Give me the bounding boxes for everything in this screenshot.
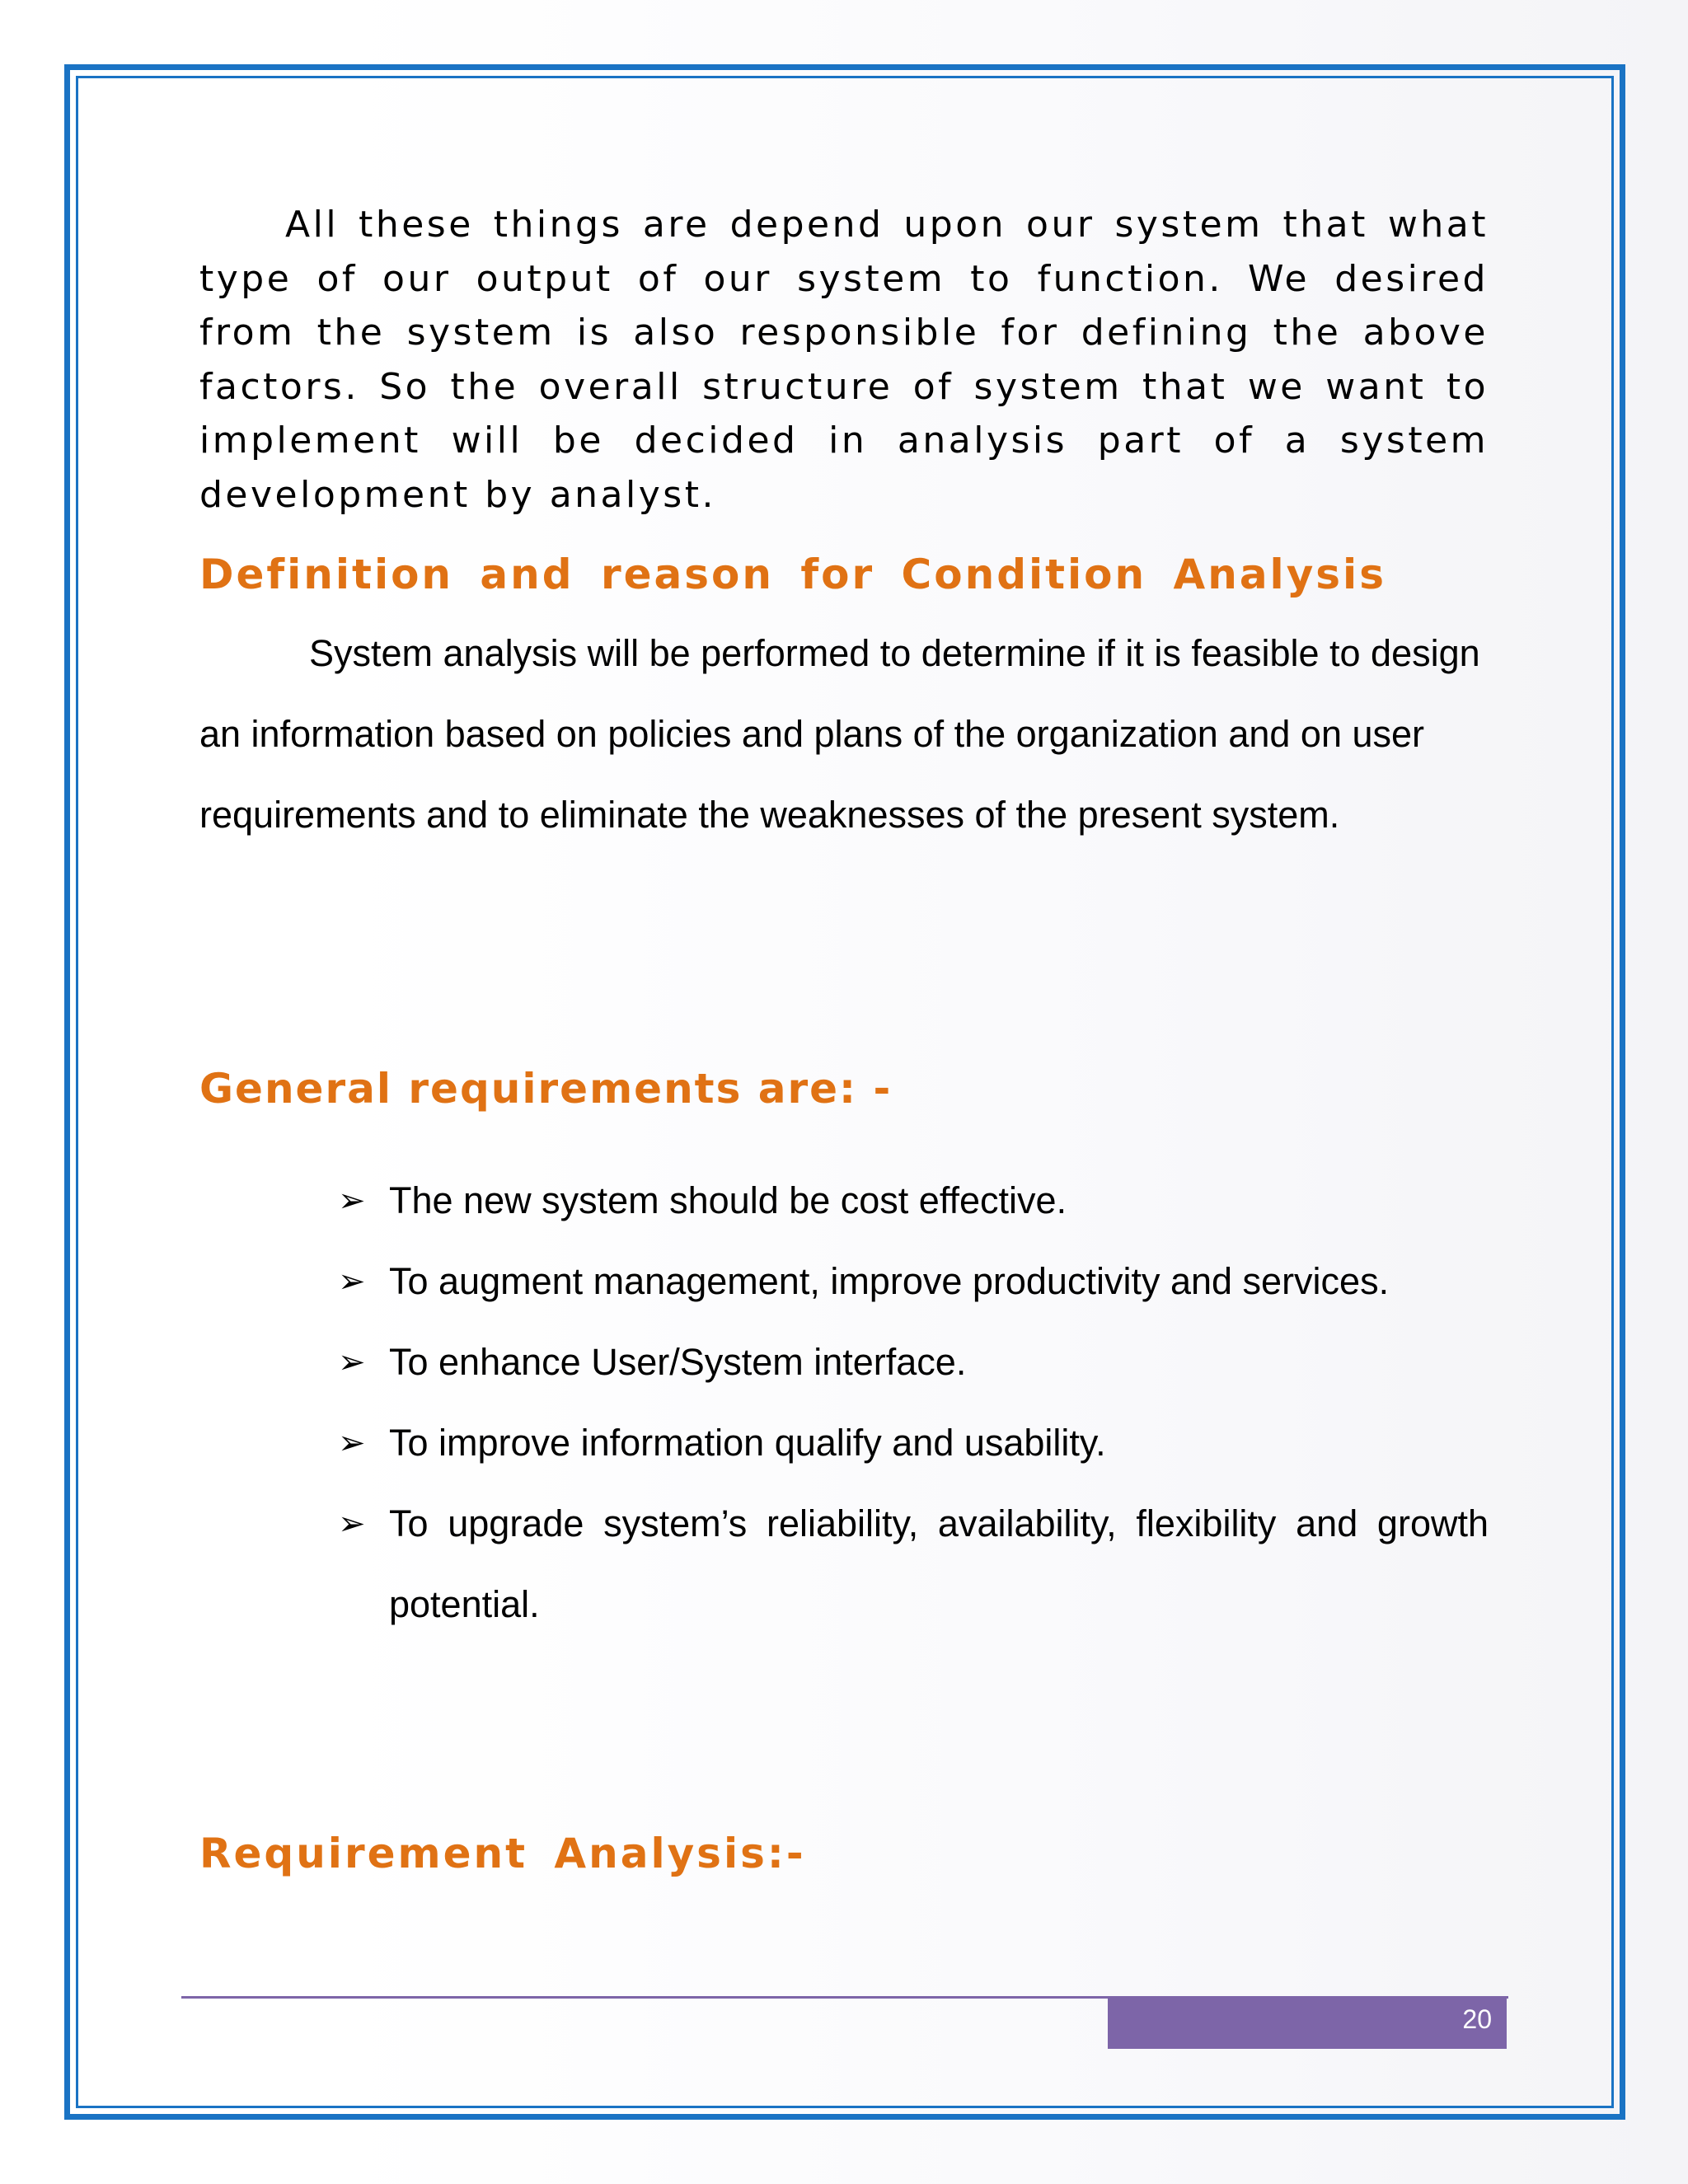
list-item xyxy=(338,1403,1489,1483)
list-item xyxy=(338,1160,1489,1241)
list-item-text: To upgrade system’s reliability, availability, flexibility and growth potential. xyxy=(389,1502,1489,1625)
requirement-analysis-heading: Requirement Analysis:- xyxy=(199,1830,806,1877)
list-item xyxy=(338,1322,1489,1403)
page-number: 20 xyxy=(1462,2004,1492,2034)
list-item-text: The new system should be cost effective. xyxy=(389,1179,1067,1221)
arrow-bullet-icon: ➢ xyxy=(338,1183,366,1219)
footer-bar xyxy=(1108,1998,1507,2049)
arrow-bullet-icon: ➢ xyxy=(338,1425,366,1461)
general-requirements-list xyxy=(338,1160,1489,1645)
list-item-text: To augment management, improve productivity and services. xyxy=(389,1260,1390,1302)
list-item-text: To improve information qualify and usability. xyxy=(389,1422,1106,1464)
list-item xyxy=(338,1483,1489,1645)
intro-paragraph: All these things are depend upon our system that what type of our output of our system to function. We desired from the system is also responsible for defining the above factors. So the overall structure of system that we want to implement will be decided in analysis part of a system development by analyst. xyxy=(199,204,1489,516)
general-requirements-heading: General requirements are: - xyxy=(199,1065,893,1113)
list-item xyxy=(338,1241,1489,1322)
definition-heading: Definition and reason for Condition Analysis xyxy=(199,551,1386,598)
list-item-text: To enhance User/System interface. xyxy=(389,1341,967,1383)
arrow-bullet-icon: ➢ xyxy=(338,1506,366,1542)
arrow-bullet-icon: ➢ xyxy=(338,1344,366,1380)
arrow-bullet-icon: ➢ xyxy=(338,1263,366,1300)
definition-paragraph: System analysis will be performed to determine if it is feasible to design an information based on policies and plans of the organization and on user requirements and to eliminate the weaknesses of the present system. xyxy=(199,632,1480,836)
